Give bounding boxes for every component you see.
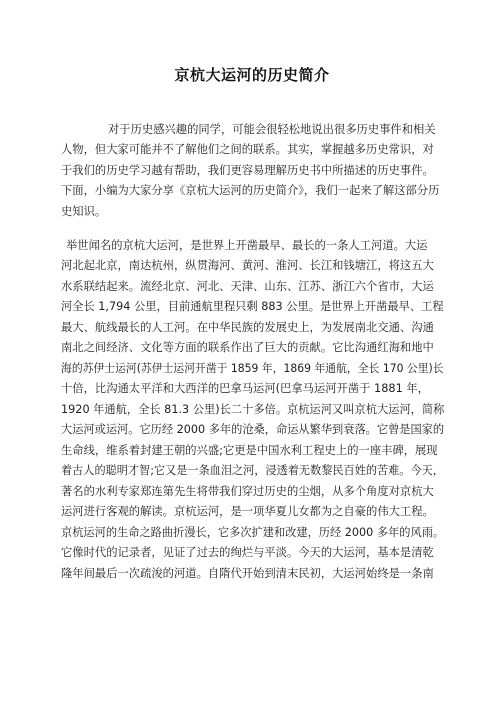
paragraph-line: 十倍，比沟通太平洋和大西洋的巴拿马运河(巴拿马运河开凿于 1881 年， [61, 382, 429, 395]
paragraph-line: 最大、航线最长的人工河。在中华民族的发展史上，为发展南北交通、沟通 [61, 321, 434, 334]
document-title: 京杭大运河的历史简介 [174, 66, 330, 84]
paragraph-line: 生命线，维系着封建王朝的兴盛;它更是中国水利工程史上的一座丰碑，展现 [61, 444, 438, 457]
paragraph-line: 南北之间经济、文化等方面的联系作出了巨大的贡献。它比沟通红海和地中 [61, 341, 434, 354]
paragraph-line: 1920 年通航，全长 81.3 公里)长二十多倍。京杭运河又叫京杭大运河，简称 [61, 403, 445, 416]
paragraph-line: 大运河或运河。它历经 2000 多年的沧桑，命运从繁华到衰落。它曾是国家的 [61, 423, 445, 436]
paragraph-line: 海的苏伊士运河(苏伊士运河开凿于 1859 年，1869 年通航，全长 170 公里)长 [61, 362, 444, 375]
paragraph-line: 河全长 1,794 公里，目前通航里程只剩 883 公里。是世界上开凿最早、工程 [61, 300, 444, 313]
paragraph-line: 举世闻名的京杭大运河，是世界上开凿最早、最长的一条人工河道。大运 [66, 239, 428, 252]
paragraph-line: 著名的水利专家郑连第先生将带我们穿过历史的尘烟，从多个角度对京杭大 [61, 485, 434, 498]
paragraph-line: 对于历史感兴趣的同学，可能会很轻松地说出很多历史事件和相关 [108, 123, 436, 136]
paragraph-line: 于我们的历史学习越有帮助，我们更容易理解历史书中所描述的历史事件。 [61, 164, 434, 177]
paragraph-line: 京杭运河的生命之路曲折漫长，它多次扩建和改建，历经 2000 多年的风雨。 [61, 526, 445, 539]
paragraph-line: 下面，小编为大家分享《京杭大运河的历史简介》，我们一起来了解这部分历 [61, 184, 440, 197]
paragraph-line: 史知识。 [61, 205, 107, 218]
paragraph-line: 隆年间最后一次疏浚的河道。自隋代开始到清末民初，大运河始终是一条南 [61, 567, 434, 580]
paragraph-line: 人物，但大家可能并不了解他们之间的联系。其实，掌握越多历史常识，对 [61, 143, 434, 156]
paragraph-line: 水系联结起来。流经北京、河北、天津、山东、江苏、浙江六个省市，大运 [61, 280, 434, 293]
paragraph-line: 运河进行客观的解读。京杭运河，是一项华夏儿女都为之自豪的伟大工程。 [61, 505, 434, 518]
paragraph-line: 河北起北京，南达杭州，纵贯海河、黄河、淮河、长江和钱塘江，将这五大 [61, 259, 434, 272]
paragraph-line: 着古人的聪明才智;它又是一条血泪之河，浸透着无数黎民百姓的苦难。今天， [61, 464, 444, 477]
paragraph-line: 它像时代的记录者，见证了过去的绚烂与平淡。今天的大运河，基本是清乾 [61, 546, 434, 559]
